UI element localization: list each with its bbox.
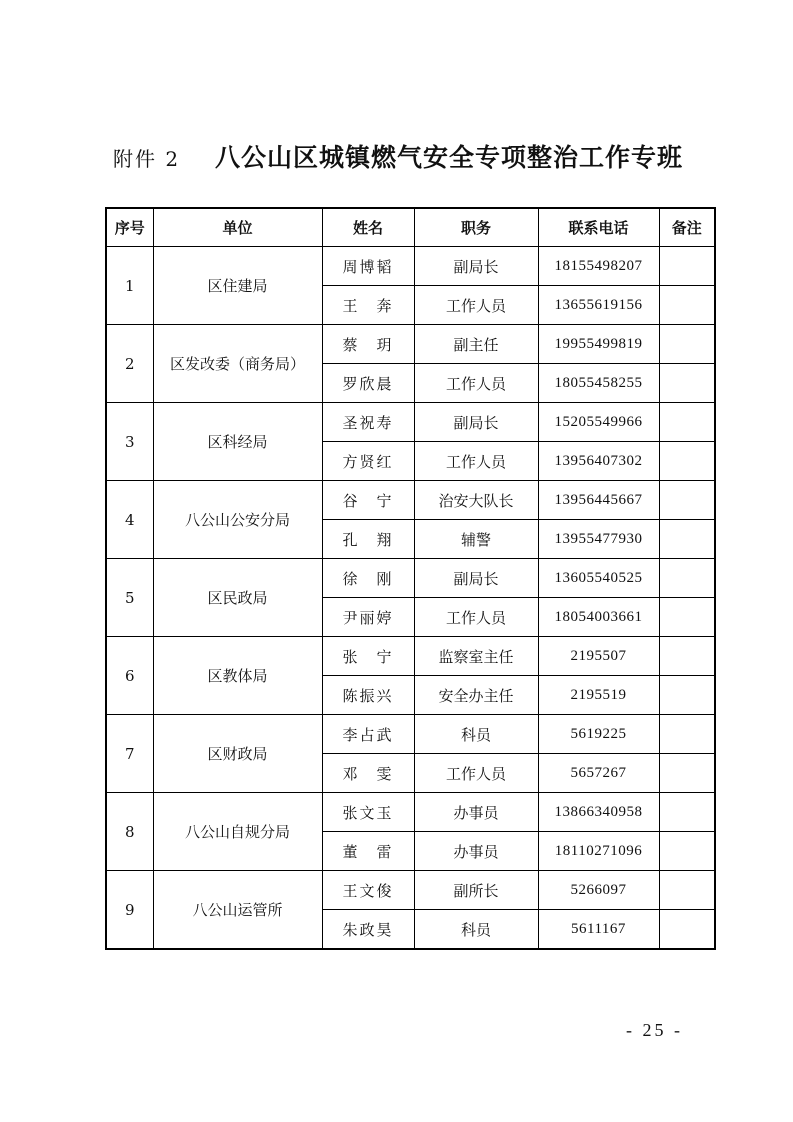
phone-cell: 18155498207 [538, 247, 659, 286]
note-cell [659, 520, 715, 559]
attachment-label: 附件 2 [113, 147, 181, 171]
note-cell [659, 247, 715, 286]
note-cell [659, 715, 715, 754]
phone-cell: 13956407302 [538, 442, 659, 481]
name-cell: 李占武 [322, 715, 414, 754]
page-number: - 25 - [626, 1020, 683, 1040]
phone-cell: 5657267 [538, 754, 659, 793]
name-cell: 陈振兴 [322, 676, 414, 715]
name-cell: 圣祝寿 [322, 403, 414, 442]
title-cell: 副主任 [414, 325, 538, 364]
seq-cell: 6 [106, 637, 153, 715]
unit-cell: 区民政局 [153, 559, 322, 637]
contact-table [105, 207, 716, 950]
note-cell [659, 676, 715, 715]
document-heading [113, 138, 713, 172]
note-cell [659, 598, 715, 637]
name-cell: 周博韬 [322, 247, 414, 286]
note-cell [659, 442, 715, 481]
header-title: 职务 [414, 208, 538, 247]
title-cell: 副局长 [414, 403, 538, 442]
seq-cell: 5 [106, 559, 153, 637]
note-cell [659, 364, 715, 403]
title-cell: 办事员 [414, 793, 538, 832]
seq-cell: 7 [106, 715, 153, 793]
name-cell: 朱政昊 [322, 910, 414, 950]
note-cell [659, 403, 715, 442]
phone-cell: 13956445667 [538, 481, 659, 520]
table-row [106, 403, 715, 442]
title-cell: 辅警 [414, 520, 538, 559]
phone-cell: 18110271096 [538, 832, 659, 871]
phone-cell: 13655619156 [538, 286, 659, 325]
document-title: 八公山区城镇燃气安全专项整治工作专班 [215, 143, 684, 172]
name-cell: 尹丽婷 [322, 598, 414, 637]
name-cell: 蔡 玥 [322, 325, 414, 364]
unit-cell: 区住建局 [153, 247, 322, 325]
name-cell: 罗欣晨 [322, 364, 414, 403]
name-cell: 张 宁 [322, 637, 414, 676]
phone-cell: 5619225 [538, 715, 659, 754]
seq-cell: 2 [106, 325, 153, 403]
table-row [106, 871, 715, 910]
title-cell: 工作人员 [414, 286, 538, 325]
note-cell [659, 871, 715, 910]
name-cell: 王文俊 [322, 871, 414, 910]
unit-cell: 八公山运管所 [153, 871, 322, 950]
header-unit: 单位 [153, 208, 322, 247]
table-row [106, 559, 715, 598]
unit-cell: 八公山公安分局 [153, 481, 322, 559]
unit-cell: 区科经局 [153, 403, 322, 481]
header-phone: 联系电话 [538, 208, 659, 247]
name-cell: 徐 刚 [322, 559, 414, 598]
table-row [106, 247, 715, 286]
seq-cell: 8 [106, 793, 153, 871]
table-header-row [106, 208, 715, 247]
header-seq: 序号 [106, 208, 153, 247]
name-cell: 董 雷 [322, 832, 414, 871]
phone-cell: 2195519 [538, 676, 659, 715]
title-cell: 副所长 [414, 871, 538, 910]
title-cell: 工作人员 [414, 754, 538, 793]
phone-cell: 19955499819 [538, 325, 659, 364]
title-cell: 办事员 [414, 832, 538, 871]
note-cell [659, 637, 715, 676]
note-cell [659, 754, 715, 793]
title-cell: 工作人员 [414, 442, 538, 481]
title-cell: 副局长 [414, 247, 538, 286]
note-cell [659, 481, 715, 520]
seq-cell: 4 [106, 481, 153, 559]
phone-cell: 18054003661 [538, 598, 659, 637]
note-cell [659, 910, 715, 950]
note-cell [659, 286, 715, 325]
table-row [106, 637, 715, 676]
note-cell [659, 325, 715, 364]
phone-cell: 18055458255 [538, 364, 659, 403]
note-cell [659, 793, 715, 832]
note-cell [659, 559, 715, 598]
unit-cell: 八公山自规分局 [153, 793, 322, 871]
phone-cell: 15205549966 [538, 403, 659, 442]
table-row [106, 325, 715, 364]
name-cell: 谷 宁 [322, 481, 414, 520]
phone-cell: 13605540525 [538, 559, 659, 598]
title-cell: 监察室主任 [414, 637, 538, 676]
name-cell: 方贤红 [322, 442, 414, 481]
table-row [106, 793, 715, 832]
table-row [106, 715, 715, 754]
note-cell [659, 832, 715, 871]
header-name: 姓名 [322, 208, 414, 247]
seq-cell: 9 [106, 871, 153, 950]
table-row [106, 481, 715, 520]
title-cell: 科员 [414, 715, 538, 754]
seq-cell: 3 [106, 403, 153, 481]
phone-cell: 2195507 [538, 637, 659, 676]
phone-cell: 5611167 [538, 910, 659, 950]
unit-cell: 区财政局 [153, 715, 322, 793]
name-cell: 张文玉 [322, 793, 414, 832]
name-cell: 孔 翔 [322, 520, 414, 559]
phone-cell: 5266097 [538, 871, 659, 910]
title-cell: 治安大队长 [414, 481, 538, 520]
title-cell: 工作人员 [414, 598, 538, 637]
title-cell: 副局长 [414, 559, 538, 598]
seq-cell: 1 [106, 247, 153, 325]
header-note: 备注 [659, 208, 715, 247]
unit-cell: 区发改委（商务局） [153, 325, 322, 403]
name-cell: 王 奔 [322, 286, 414, 325]
title-cell: 科员 [414, 910, 538, 950]
title-cell: 安全办主任 [414, 676, 538, 715]
unit-cell: 区教体局 [153, 637, 322, 715]
title-cell: 工作人员 [414, 364, 538, 403]
phone-cell: 13955477930 [538, 520, 659, 559]
phone-cell: 13866340958 [538, 793, 659, 832]
name-cell: 邓 雯 [322, 754, 414, 793]
